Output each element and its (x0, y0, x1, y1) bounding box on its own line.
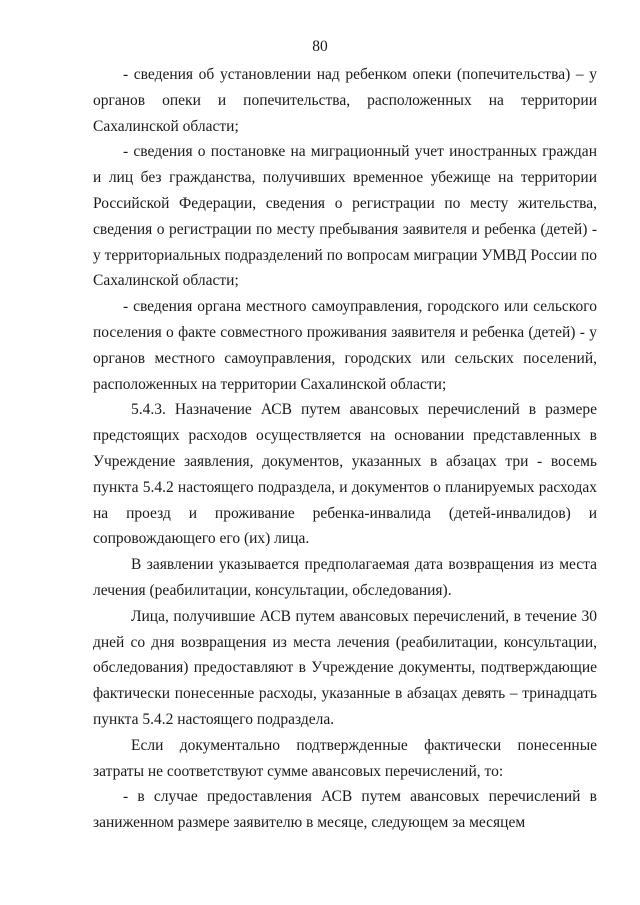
paragraph-cohabitation-info: - сведения органа местного самоуправления, городского или сельского поселения о факте совместного проживания заявителя и ребенка (детей) - у органов местного самоуправления, городских или сельских поселений, расположенных на территории Сахалинской области; (93, 298, 597, 393)
page-number: 80 (312, 38, 328, 55)
paragraph-return-date: В заявлении указывается предполагаемая дата возвращения из места лечения (реабилитации, консультации, обследования). (93, 556, 597, 599)
paragraph-cost-mismatch: Если документально подтвержденные фактически понесенные затраты не соответствуют сумме авансовых перечислений, то: (93, 736, 597, 780)
document-body (93, 62, 597, 836)
paragraph-migration-info: - сведения о постановке на миграционный учет иностранных граждан и лиц без гражданства, получивших временное убежище на территории Российской Федерации, сведения о регистрации по месту жительства, сведения о регистрации по месту пребывания заявителя и ребенка (детей) - у территориальных подразделений по вопросам миграции УМВД России по Сахалинской области; (93, 143, 597, 290)
paragraph-documents-deadline: Лица, получившие АСВ путем авансовых перечислений, в течение 30 дней со дня возвращения из места лечения (реабилитации, консультации, обследования) предоставляют в Учреждение документы, подтверждающие фактически понесенные расходы, указанные в абзацах девять – тринадцать пункта 5.4.2 настоящего подраздела. (93, 607, 597, 728)
paragraph-guardianship-info: - сведения об установлении над ребенком опеки (попечительства) – у органов опеки и попечительства, расположенных на территории Сахалинской области; (93, 66, 597, 135)
paragraph-5-4-3: 5.4.3. Назначение АСВ путем авансовых перечислений в размере предстоящих расходов осуществляется на основании представленных в Учреждение заявления, документов, указанных в абзацах три - восемь пункта 5.4.2 настоящего подраздела, и документов о планируемых расходах на проезд и проживание ребенка-инвалида (детей-инвалидов) и сопровождающего его (их) лица. (93, 401, 597, 548)
paragraph-underpayment-case: - в случае предоставления АСВ путем авансовых перечислений в заниженном размере заявителю в месяце, следующем за месяцем (93, 788, 597, 832)
